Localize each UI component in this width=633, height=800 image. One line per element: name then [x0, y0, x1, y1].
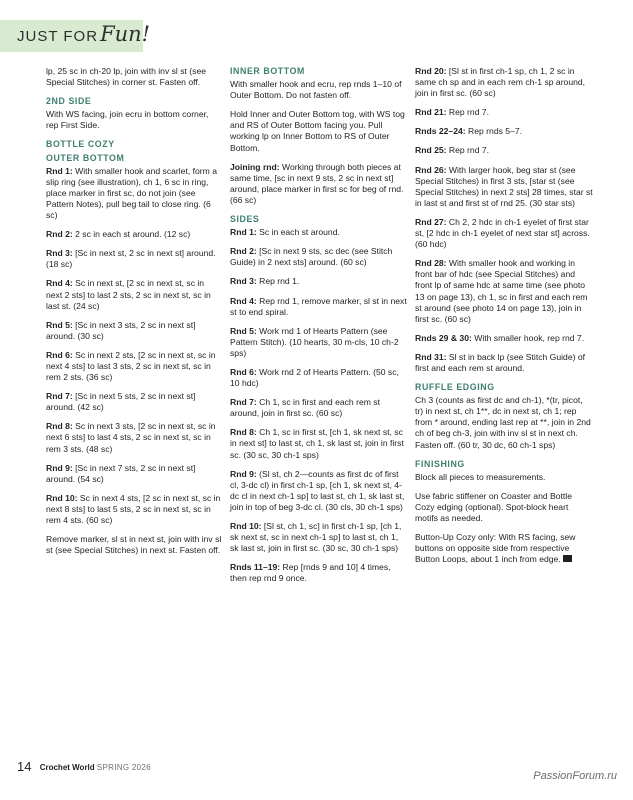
c2-para-2: Hold Inner and Outer Bottom tog, with WS tog and RS of Outer Bottom facing you. Pull working lp on Inner Bottom to RS of Outer Bottom. — [230, 109, 405, 153]
c1-heading-outer-bottom: OUTER BOTTOM — [46, 152, 125, 163]
c3-para-button-up: Button-Up Cozy only: With RS facing, sew buttons on opposite side from respective Button Loops, about 1 inch from edge. — [415, 532, 576, 565]
c3-para-ruffle: Ch 3 (counts as first dc and ch-1), *(tr, picot, tr) in next st, ch 1**, dc in next st, ch 1; rep from * around, ending last rep at **, join in 2nd ch of beg ch-3, join with inv sl st in next ch. Fasten off. (60 tr, 30 dc, 60 ch-1 sps) — [415, 395, 591, 450]
c3-rnd-27: Rnd 27: Ch 2, 2 hdc in ch-1 eyelet of first star st, [2 hdc in ch-1 eyelet of next star st] across. (60 hdc) — [415, 216, 590, 250]
c2-heading-sides: SIDES — [230, 214, 260, 225]
c1-para-1: lp, 25 sc in ch-20 lp, join with inv sl st (see Special Stitches) in corner st. Fasten off. — [46, 66, 207, 88]
c1-rnd-1: Rnd 1: With smaller hook and scarlet, form a slip ring (see illustration), ch 1, 6 sc in ring, place marker in first sc, do not join (see Pattern Notes), pull beg tail to close ring. (6 sc) — [46, 165, 217, 221]
c3-heading-ruffle-edging: RUFFLE EDGING — [415, 382, 495, 393]
c2-heading-inner-bottom: INNER BOTTOM — [230, 66, 305, 76]
page-footer — [17, 760, 151, 775]
c3-rnd-20: Rnd 20: [Sl st in first ch-1 sp, ch 1, 2 sc in same ch sp and in each rem ch-1 sp around, join in first sc. (60 sc) — [415, 66, 586, 99]
c3-para-stiffener: Use fabric stiffener on Coaster and Bottle Cozy edging (optional). Spot-block heart motifs as needed. — [415, 490, 572, 523]
c2-rnd-3: Rnd 3: Rep rnd 1. — [230, 276, 300, 287]
c3-rnd-25: Rnd 25: Rep rnd 7. — [415, 145, 490, 156]
c3-rnds-22-24: Rnds 22–24: Rep rnds 5–7. — [415, 126, 523, 137]
end-of-article-icon — [563, 555, 572, 562]
c3-rnd-21: Rnd 21: Rep rnd 7. — [415, 107, 490, 118]
c3-para-block: Block all pieces to measurements. — [415, 471, 546, 482]
c2-rnd-10: Rnd 10: [Sl st, ch 1, sc] in first ch-1 sp, [ch 1, sk next st, sc in next ch-1 sp] to last st, ch 1, sk last st, join in first sc. (30 sc, 30 ch-1 sps) — [230, 521, 402, 554]
c2-rnd-6: Rnd 6: Work rnd 2 of Hearts Pattern. (50 sc, 10 hdc) — [230, 366, 399, 389]
publication-name: Crochet World — [39, 763, 95, 772]
c1-rnd-2: Rnd 2: 2 sc in each st around. (12 sc) — [46, 229, 191, 240]
column-2 — [230, 66, 407, 592]
c3-rnd-28: Rnd 28: With smaller hook and working in front bar of hdc (see Special Stitches) and front lp of same hdc at same time (see photo 13 on page 13), ch 1, sc in first and each rem st around (see photo 14 on page 13), join in first sc. (60 sc) — [415, 258, 588, 324]
c1-rnd-5: Rnd 5: [Sc in next 3 sts, 2 sc in next st] around. (30 sc) — [46, 319, 196, 341]
page-number: 14 — [17, 759, 32, 774]
c2-rnd-8: Rnd 8: Ch 1, sc in first st, [ch 1, sk next st, sc in next st] to last st, ch 1, sk last st, join in first sc. (30 sc, 30 ch-1 sps) — [230, 427, 404, 460]
c2-rnd-4: Rnd 4: Rep rnd 1, remove marker, sl st in next st to end spiral. — [230, 295, 407, 317]
c3-rnds-29-30: Rnds 29 & 30: With smaller hook, rep rnd 7. — [415, 332, 585, 343]
c1-rnd-9: Rnd 9: [Sc in next 7 sts, 2 sc in next st] around. (54 sc) — [46, 462, 196, 484]
c2-rnds-11-19: Rnds 11–19: Rep [rnds 9 and 10] 4 times, then rep rnd 9 once. — [230, 562, 391, 584]
issue-season: SPRING 2026 — [96, 763, 151, 772]
c2-para-1: With smaller hook and ecru, rep rnds 1–10 of Outer Bottom. Do not fasten off. — [230, 79, 402, 101]
header-script-word: Fun! — [100, 22, 151, 46]
c2-joining-rnd: Joining rnd: Working through both pieces at same time, [sc in next 9 sts, 2 sc in next st] around, place marker in first sc for beg of rnd. (66 sc) — [230, 161, 404, 205]
c1-para-2: With WS facing, join ecru in bottom corner, rep First Side. — [46, 109, 209, 131]
c1-rnd-8: Rnd 8: Sc in next 3 sts, [2 sc in next st, sc in next 6 sts] to last 4 sts, 2 sc in next st, sc in rem 3 sts. (48 sc) — [46, 421, 216, 454]
c3-rnd-26: Rnd 26: With larger hook, beg star st (see Special Stitches) in first 3 sts, [star st (see Special Stitches) in next 2 sts] 28 times, star st in last st and first st of rnd 25. (30 star sts) — [415, 164, 593, 208]
c2-rnd-5: Rnd 5: Work rnd 1 of Hearts Pattern (see Pattern Stitch). (10 hearts, 30 m-cls, 10 ch-2 sps) — [230, 325, 399, 358]
c3-rnd-31: Rnd 31: Sl st in back lp (see Stitch Guide) of first and each rem st around. — [415, 351, 586, 373]
section-header — [17, 24, 150, 47]
watermark: PassionForum.ru — [533, 770, 617, 782]
c1-para-3: Remove marker, sl st in next st, join with inv sl st (see Special Stitches) in next st. Fasten off. — [46, 534, 222, 556]
c2-rnd-9: Rnd 9: (Sl st, ch 2—counts as first dc of first cl, 3-dc cl) in first ch-1 sp, [ch 1, sk next st, 4-dc cl in next ch-1 sp] to last st, ch 1, sk last st, join in top of beg 3-dc cl. (30 cls, 30 ch-1 sps) — [230, 468, 405, 512]
c3-heading-finishing: FINISHING — [415, 458, 465, 469]
c1-rnd-7: Rnd 7: [Sc in next 5 sts, 2 sc in next st] around. (42 sc) — [46, 391, 196, 413]
column-3 — [415, 66, 593, 573]
c1-rnd-3: Rnd 3: [Sc in next st, 2 sc in next st] around. (18 sc) — [46, 248, 216, 270]
c1-rnd-4: Rnd 4: Sc in next st, [2 sc in next st, sc in next 2 sts] to last 2 sts, 2 sc in next st, sc in last st. (24 sc) — [46, 278, 211, 311]
header-title: JUST FOR — [17, 28, 99, 45]
column-1 — [46, 66, 222, 564]
c1-rnd-6: Rnd 6: Sc in next 2 sts, [2 sc in next st, sc in next 4 sts] to last 3 sts, 2 sc in next st, sc in rem 2 sts. (36 sc) — [46, 349, 216, 383]
c2-rnd-1: Rnd 1: Sc in each st around. — [230, 227, 340, 238]
c1-heading-bottle-cozy: BOTTLE COZY — [46, 139, 115, 150]
c2-rnd-7: Rnd 7: Ch 1, sc in first and each rem st around, join in first sc. (60 sc) — [230, 397, 380, 419]
c1-rnd-10: Rnd 10: Sc in next 4 sts, [2 sc in next st, sc in next 8 sts] to last 5 sts, 2 sc in next st, sc in rem 4 sts. (60 sc) — [46, 492, 221, 525]
c2-rnd-2: Rnd 2: [Sc in next 9 sts, sc dec (see Stitch Guide) in 2 next sts] around. (60 sc) — [230, 246, 393, 268]
c1-heading-2nd-side: 2ND SIDE — [46, 96, 92, 107]
